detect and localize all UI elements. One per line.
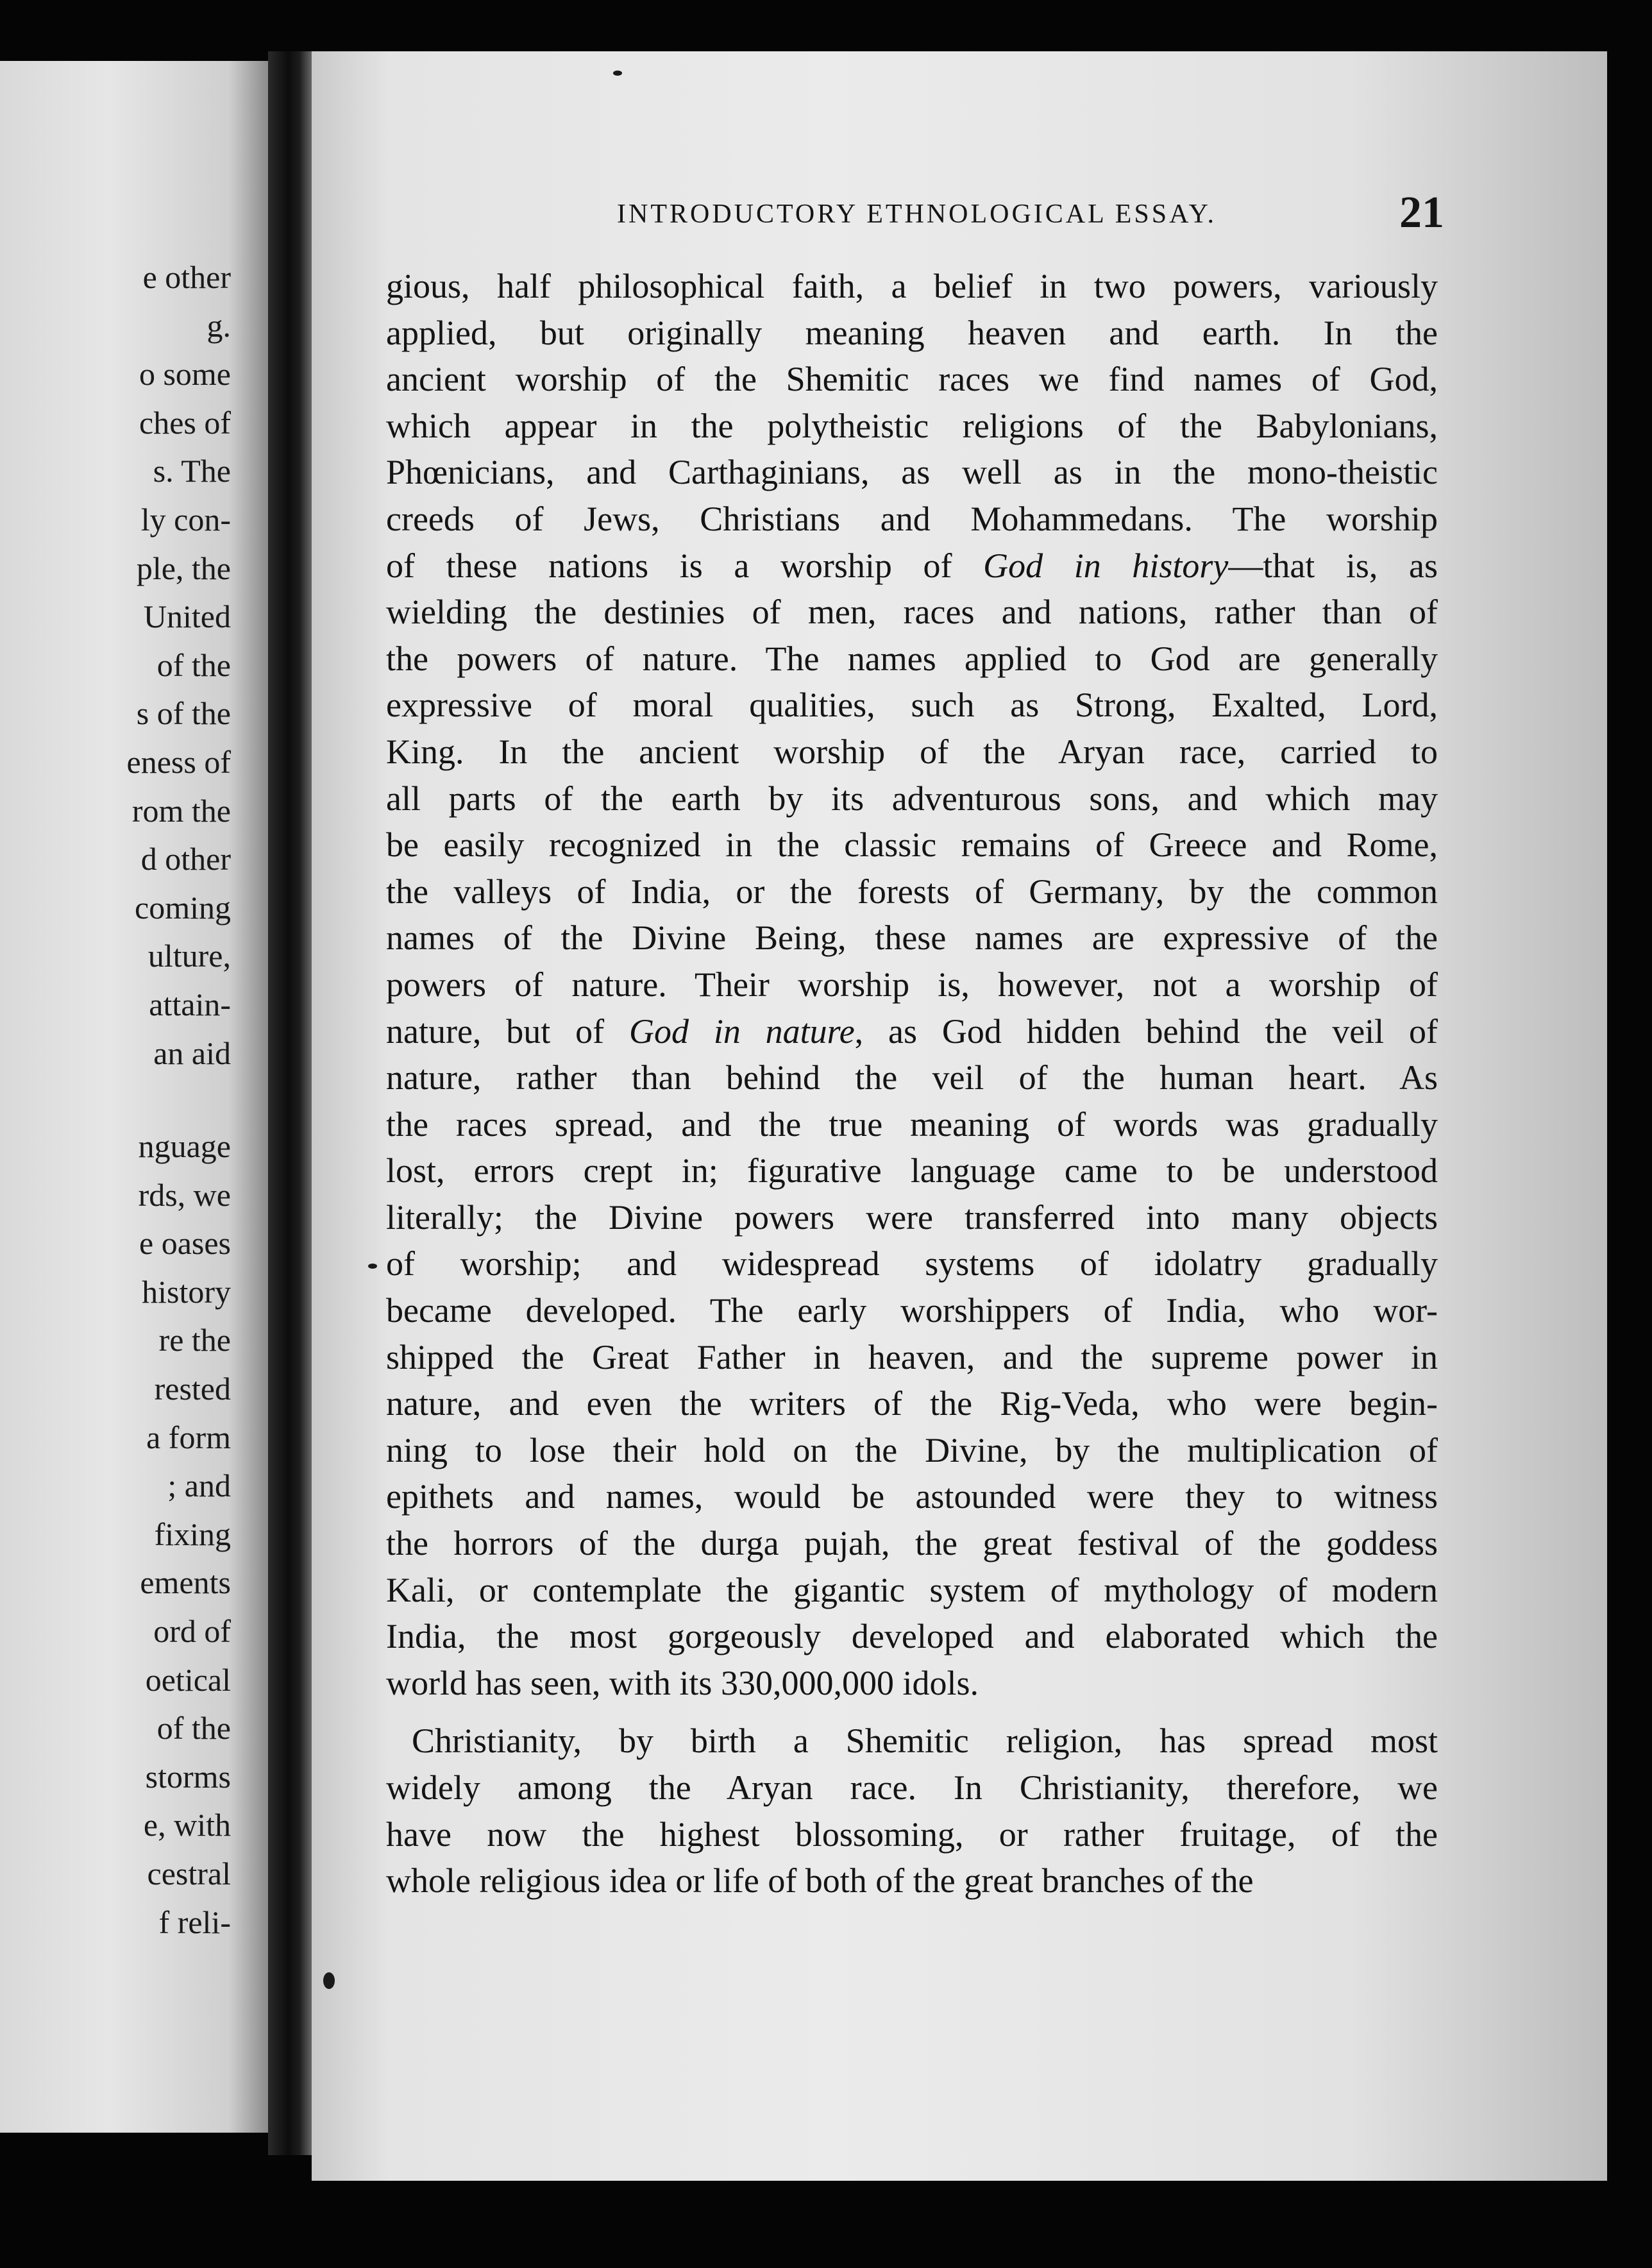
text-line: have now the highest blossoming, or rather fruitage, of the (386, 1815, 1438, 1854)
previous-page-line: e other (142, 259, 231, 295)
previous-page-line: oetical (145, 1661, 231, 1698)
text-line: Kali, or contemplate the gigantic system of mythology of modern (386, 1570, 1438, 1609)
scan-speck (613, 71, 622, 76)
text-line: whole religious idea or life of both of the great branches of the (386, 1861, 1254, 1900)
running-header: INTRODUCTORY ETHNOLOGICAL ESSAY. (617, 199, 1217, 229)
text-line: wielding the destinies of men, races and nations, rather than of (386, 593, 1438, 632)
text-line: nature, but of God in nature, as God hidden behind the veil of (386, 1011, 1438, 1051)
text-line: became developed. The early worshippers of India, who wor- (386, 1291, 1438, 1330)
text-line: which appear in the polytheistic religions of the Babylonians, (386, 406, 1438, 445)
scan-speck (323, 1972, 335, 1989)
text-line: powers of nature. Their worship is, however, not a worship of (386, 965, 1438, 1004)
text-line: Phœnicians, and Carthaginians, as well as in the mono-theistic (386, 453, 1438, 492)
previous-page-line: s. The (153, 453, 231, 489)
text-line: names of the Divine Being, these names are expressive of the (386, 918, 1438, 958)
previous-page-line: an aid (153, 1035, 231, 1071)
paragraph-1 (386, 263, 1438, 1706)
previous-page-line: s of the (136, 695, 231, 732)
text-line: nature, and even the writers of the Rig-Veda, who were begin- (386, 1384, 1438, 1423)
text-line: the races spread, and the true meaning of words was gradually (386, 1104, 1438, 1144)
previous-page-line: rds, we (138, 1176, 231, 1213)
previous-page-line: a form (146, 1419, 231, 1455)
previous-page-line: history (142, 1273, 231, 1310)
page-number: 21 (1399, 188, 1444, 237)
previous-page-line: nguage (138, 1128, 231, 1165)
previous-page-line: ple, the (136, 550, 231, 586)
text-line: applied, but originally meaning heaven and earth. In the (386, 313, 1438, 352)
previous-page-line: ; and (167, 1468, 231, 1504)
scan-speck (368, 1264, 377, 1269)
previous-page-line: attain- (149, 986, 231, 1022)
text-line: creeds of Jews, Christians and Mohammedans. The worship (386, 499, 1438, 538)
previous-page-line: eness of (126, 743, 231, 780)
previous-page-line: re the (158, 1322, 231, 1358)
previous-page-line: rom the (131, 792, 231, 829)
book-page (312, 51, 1607, 2181)
text-line: shipped the Great Father in heaven, and the supreme power in (386, 1337, 1438, 1376)
previous-page-text-block-2 (0, 1122, 231, 1947)
previous-page-fragment (0, 61, 269, 2133)
text-line: of worship; and widespread systems of idolatry gradually (386, 1244, 1438, 1283)
previous-page-line: cestral (147, 1856, 231, 1891)
text-line: of these nations is a worship of God in history—that is, as (386, 546, 1438, 585)
text-line: ancient worship of the Shemitic races we find names of God, (386, 360, 1438, 399)
previous-page-line: coming (135, 889, 231, 926)
previous-page-line: rested (154, 1371, 231, 1407)
previous-page-line: d other (140, 841, 231, 877)
previous-page-line: storms (145, 1758, 231, 1795)
text-line: be easily recognized in the classic remains of Greece and Rome, (386, 825, 1438, 865)
italic-phrase: God in history (983, 546, 1229, 585)
text-line: India, the most gorgeously developed and elaborated which the (386, 1617, 1438, 1656)
previous-page-line: of the (156, 1710, 231, 1747)
previous-page-line: e, with (143, 1807, 231, 1843)
text-line: literally; the Divine powers were transferred into many objects (386, 1197, 1438, 1237)
page-body-text (386, 263, 1438, 1904)
text-line: Christianity, by birth a Shemitic religion, has spread most (412, 1722, 1438, 1761)
previous-page-text (0, 253, 231, 1947)
previous-page-line: g. (206, 307, 231, 344)
previous-page-text-block-1 (0, 253, 231, 1078)
text-line: gious, half philosophical faith, a belief in two powers, variously (386, 267, 1438, 305)
previous-page-line: of the (156, 647, 231, 683)
previous-page-line: o some (139, 356, 231, 393)
text-line: the powers of nature. The names applied to God are generally (386, 639, 1438, 678)
text-line: lost, errors crept in; figurative language came to be understood (386, 1151, 1438, 1190)
text-line: King. In the ancient worship of the Aryan race, carried to (386, 732, 1438, 771)
text-line: world has seen, with its 330,000,000 idols. (386, 1663, 979, 1702)
text-line: expressive of moral qualities, such as Strong, Exalted, Lord, (386, 686, 1438, 725)
previous-page-line: ord of (153, 1613, 231, 1650)
text-line: the valleys of India, or the forests of Germany, by the common (386, 872, 1438, 911)
previous-page-line: United (143, 598, 231, 635)
text-line: ning to lose their hold on the Divine, by the multiplication of (386, 1430, 1438, 1469)
text-line: nature, rather than behind the veil of the human heart. As (386, 1058, 1438, 1097)
previous-page-line: ulture, (148, 938, 231, 974)
previous-page-line: ements (140, 1564, 231, 1601)
previous-page-line: e oases (139, 1225, 231, 1262)
italic-phrase: God in nature (628, 1011, 855, 1051)
text-line: widely among the Aryan race. In Christianity, therefore, we (386, 1768, 1438, 1807)
previous-page-line: fixing (154, 1516, 231, 1552)
text-line: the horrors of the durga pujah, the great festival of the goddess (386, 1524, 1438, 1563)
previous-page-line: ly con- (140, 501, 231, 537)
book-gutter-shadow (268, 51, 313, 2155)
text-line: epithets and names, would be astounded were they to witness (386, 1477, 1438, 1516)
previous-page-line: ches of (139, 404, 231, 441)
paragraph-2 (386, 1718, 1438, 1904)
text-line: all parts of the earth by its adventurous sons, and which may (386, 779, 1438, 818)
previous-page-line: f reli- (158, 1904, 231, 1940)
